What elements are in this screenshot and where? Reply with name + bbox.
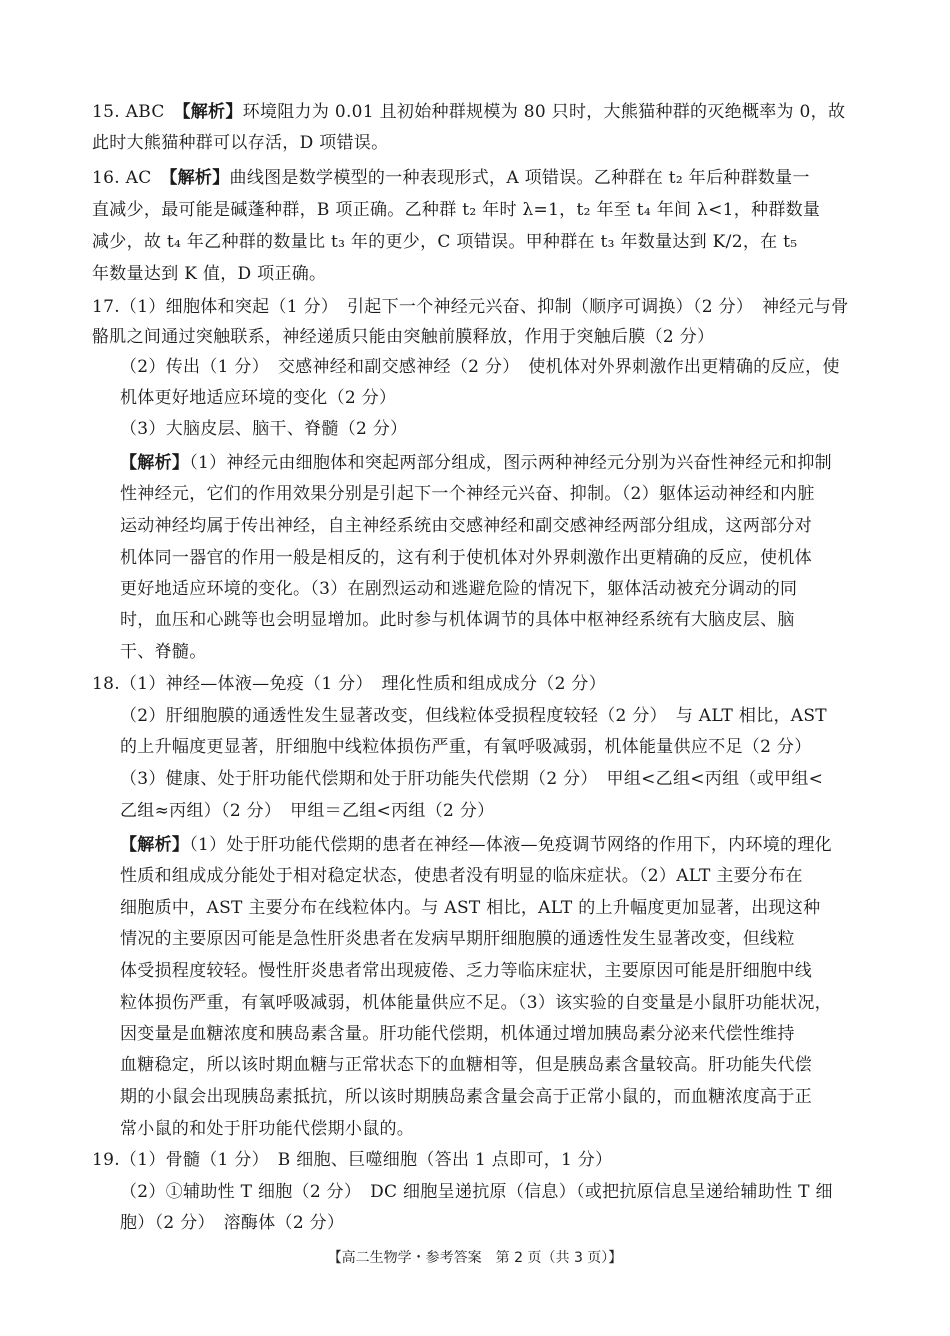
text-line: 的上升幅度更显著，肝细胞中线粒体损伤严重，有氧呼吸减弱，机体能量供应不足（2 分）: [120, 737, 812, 757]
text-line: 干、脊髓。: [120, 642, 207, 662]
text-line: 17.（1）细胞体和突起（1 分） 引起下一个神经元兴奋、抑制（顺序可调换）（2 分） 神经元与骨: [92, 297, 849, 317]
text-line: 常小鼠的和处于肝功能代偿期小鼠的。: [120, 1119, 415, 1139]
text-line: 16. AC 【解析】曲线图是数学模型的一种表现形式，A 项错误。乙种群在 t₂ 年后种群数量一: [92, 168, 810, 188]
text-line: （2）传出（1 分） 交感神经和副交感神经（2 分） 使机体对外界刺激作出更精确的反应，使: [120, 357, 840, 377]
text-line: 更好地适应环境的变化。（3）在剧烈运动和逃避危险的情况下，躯体活动被充分调动的同: [120, 579, 798, 599]
text-line: 性质和组成成分能处于相对稳定状态，使患者没有明显的临床症状。（2）ALT 主要分布在: [120, 866, 803, 886]
text-line: 乙组≈丙组）（2 分） 甲组＝乙组<丙组（2 分）: [120, 801, 495, 821]
text-line: 直减少，最可能是碱蓬种群，B 项正确。乙种群 t₂ 年时 λ=1，t₂ 年至 t₄ 年间 λ<1，种群数量: [92, 200, 821, 220]
text-line: 【解析】（1）处于肝功能代偿期的患者在神经—体液—免疫调节网络的作用下，内环境的理化: [120, 835, 832, 855]
text-line: 血糖稳定，所以该时期血糖与正常状态下的血糖相等，但是胰岛素含量较高。肝功能失代偿: [120, 1055, 812, 1075]
text-line: 因变量是血糖浓度和胰岛素含量。肝功能代偿期，机体通过增加胰岛素分泌来代偿性维持: [120, 1024, 795, 1044]
text-line: 体受损程度较轻。慢性肝炎患者常出现疲倦、乏力等临床症状，主要原因可能是肝细胞中线: [120, 961, 812, 981]
text-line: （3）大脑皮层、脑干、脊髓（2 分）: [120, 419, 408, 439]
text-line: 减少，故 t₄ 年乙种群的数量比 t₃ 年的更少，C 项错误。甲种群在 t₃ 年数量达到 K/2，在 t₅: [92, 232, 798, 252]
text-line: 细胞质中，AST 主要分布在线粒体内。与 AST 相比，ALT 的上升幅度更加显著，出现这种: [120, 898, 821, 918]
text-line: 机体同一器官的作用一般是相反的，这有利于使机体对外界刺激作出更精确的反应，使机体: [120, 548, 812, 568]
text-line: 时，血压和心跳等也会明显增加。此时参与机体调节的具体中枢神经系统有大脑皮层、脑: [120, 610, 795, 630]
text-line: 年数量达到 K 值，D 项正确。: [92, 264, 327, 284]
text-line: 胞）（2 分） 溶酶体（2 分）: [120, 1213, 345, 1233]
text-line: 18.（1）神经—体液—免疫（1 分） 理化性质和组成成分（2 分）: [92, 674, 606, 694]
text-line: （2）①辅助性 T 细胞（2 分） DC 细胞呈递抗原（信息）（或把抗原信息呈递给辅助性 T 细: [120, 1182, 833, 1202]
text-line: 机体更好地适应环境的变化（2 分）: [120, 388, 397, 408]
text-line: 骼肌之间通过突触联系，神经递质只能由突触前膜释放，作用于突触后膜（2 分）: [92, 327, 715, 347]
text-line: （3）健康、处于肝功能代偿期和处于肝功能失代偿期（2 分） 甲组<乙组<丙组（或甲组<: [120, 769, 824, 789]
text-line: 此时大熊猫种群可以存活，D 项错误。: [92, 133, 389, 153]
text-line: 性神经元，它们的作用效果分别是引起下一个神经元兴奋、抑制。（2）躯体运动神经和内脏: [120, 484, 815, 504]
text-line: 运动神经均属于传出神经，自主神经系统由交感神经和副交感神经两部分组成，这两部分对: [120, 516, 812, 536]
text-line: （2）肝细胞膜的通透性发生显著改变，但线粒体受损程度较轻（2 分） 与 ALT 相比，AST: [120, 706, 827, 726]
text-line: 19.（1）骨髓（1 分） B 细胞、巨噬细胞（答出 1 点即可，1 分）: [92, 1150, 613, 1170]
text-line: 15. ABC 【解析】环境阻力为 0.01 且初始种群规模为 80 只时，大熊猫种群的灭绝概率为 0，故: [92, 102, 846, 122]
text-line: 【解析】（1）神经元由细胞体和突起两部分组成，图示两种神经元分别为兴奋性神经元和抑制: [120, 453, 832, 473]
page-footer: 【高二生物学・参考答案 第 2 页（共 3 页）】: [327, 1250, 623, 1266]
text-line: 情况的主要原因可能是急性肝炎患者在发病早期肝细胞膜的通透性发生显著改变，但线粒: [120, 929, 795, 949]
text-line: 粒体损伤严重，有氧呼吸减弱，机体能量供应不足。（3）该实验的自变量是小鼠肝功能状况，: [120, 993, 832, 1013]
text-line: 期的小鼠会出现胰岛素抵抗，所以该时期胰岛素含量会高于正常小鼠的，而血糖浓度高于正: [120, 1087, 812, 1107]
